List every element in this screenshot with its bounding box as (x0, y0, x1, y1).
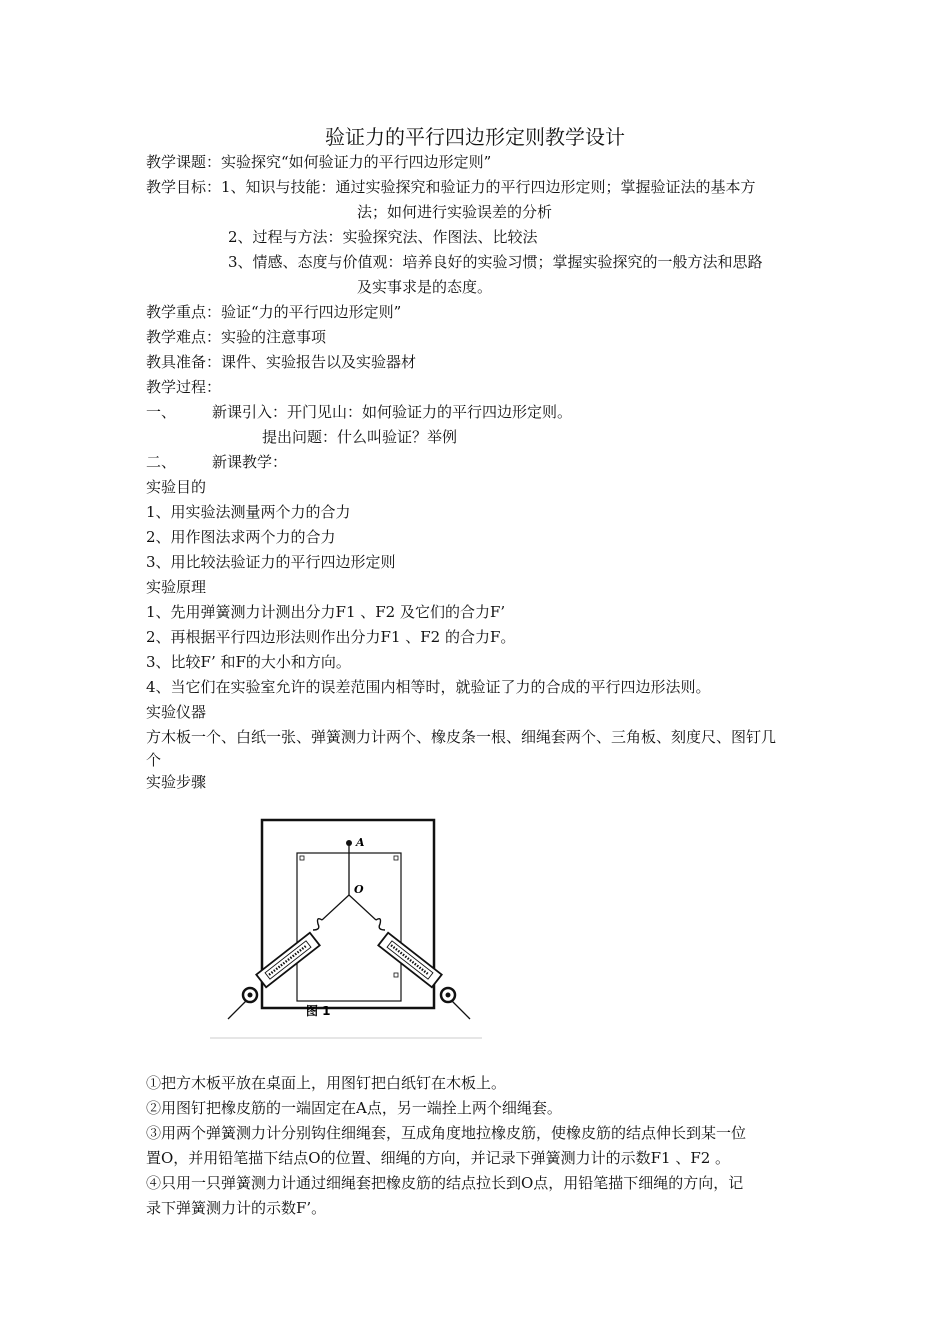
section-heading: 实验目的 (146, 478, 207, 496)
step-3: ③用两个弹簧测力计分别钩住细绳套，互成角度地拉橡皮筋，使橡皮筋的结点伸长到某一位 (146, 1124, 747, 1142)
text-line: 1、先用弹簧测力计测出分力F1 、F2 及它们的合力F’ (146, 603, 506, 621)
pin-icon (394, 856, 398, 860)
step-1: ①把方木板平放在桌面上，用图钉把白纸钉在木板上。 (146, 1074, 507, 1092)
step-4: ④只用一只弹簧测力计通过细绳套把橡皮筋的结点拉长到O点，用铅笔描下细绳的方向，记 (146, 1174, 744, 1192)
text-line: 3、用比较法验证力的平行四边形定则 (146, 553, 396, 571)
text-line: 教学目标：1、知识与技能：通过实验探究和验证力的平行四边形定则；掌握验证法的基本方 (146, 178, 756, 196)
text-line: 3、情感、态度与价值观：培养良好的实验习惯；掌握实验探究的一般方法和思路 (228, 253, 763, 271)
point-a-label: A (356, 836, 365, 849)
pin-icon (394, 973, 398, 977)
text-line: 法；如何进行实验误差的分析 (357, 203, 553, 221)
text-line: 新课引入：开门见山：如何验证力的平行四边形定则。 (212, 403, 573, 421)
point-o-label: O (354, 883, 364, 896)
text-line: 教学课题：实验探究“如何验证力的平行四边形定则” (146, 153, 492, 171)
text-line: 教学重点：验证“力的平行四边形定则” (146, 303, 402, 321)
pull-line-left (228, 1001, 246, 1019)
step-2: ②用图钉把橡皮筋的一端固定在A点，另一端拴上两个细绳套。 (146, 1099, 562, 1117)
text-line: 方木板一个、白纸一张、弹簧测力计两个、橡皮条一根、细绳套两个、三角板、刻度尺、图钉几 (146, 728, 777, 746)
section-heading: 实验步骤 (146, 773, 207, 791)
apparatus-figure (210, 805, 490, 1045)
text-line: 新课教学： (212, 453, 288, 471)
spring-scale-left (256, 933, 319, 987)
text-line: 及实事求是的态度。 (357, 278, 493, 296)
hook-right-icon (376, 919, 385, 930)
text-line: 2、再根据平行四边形法则作出分力F1 、F2 的合力F。 (146, 628, 516, 646)
hook-left-icon (313, 919, 322, 930)
text-line: 4、当它们在实验室允许的误差范围内相等时，就验证了力的合成的平行四边形法则。 (146, 678, 711, 696)
section-number: 一、 (146, 403, 177, 421)
pull-line-right (452, 1001, 470, 1019)
step-4-continued: 录下弹簧测力计的示数F’。 (146, 1199, 327, 1217)
step-3-continued: 置O，并用铅笔描下结点O的位置、细绳的方向，并记录下弹簧测力计的示数F1 、F2 。 (146, 1149, 731, 1167)
text-line: 教学难点：实验的注意事项 (146, 328, 327, 346)
text-line: 教学过程： (146, 378, 222, 396)
text-line: 个 (146, 751, 162, 769)
pin-icon (300, 856, 304, 860)
text-line: 教具准备：课件、实验报告以及实验器材 (146, 353, 417, 371)
text-line: 2、用作图法求两个力的合力 (146, 528, 336, 546)
text-line: 1、用实验法测量两个力的合力 (146, 503, 351, 521)
string-left (322, 895, 349, 920)
text-line: 2、过程与方法：实验探究法、作图法、比较法 (228, 228, 538, 246)
wooden-board (262, 820, 434, 1008)
string-right (349, 895, 376, 920)
text-line: 3、比较F’ 和F的大小和方向。 (146, 653, 351, 671)
text-line: 提出问题：什么叫验证？举例 (262, 428, 458, 446)
section-heading: 实验仪器 (146, 703, 207, 721)
spring-scale-right (378, 933, 441, 987)
document-title: 验证力的平行四边形定则教学设计 (325, 125, 625, 149)
figure-caption: 图 1 (306, 1004, 331, 1018)
section-heading: 实验原理 (146, 578, 207, 596)
section-number: 二、 (146, 453, 177, 471)
